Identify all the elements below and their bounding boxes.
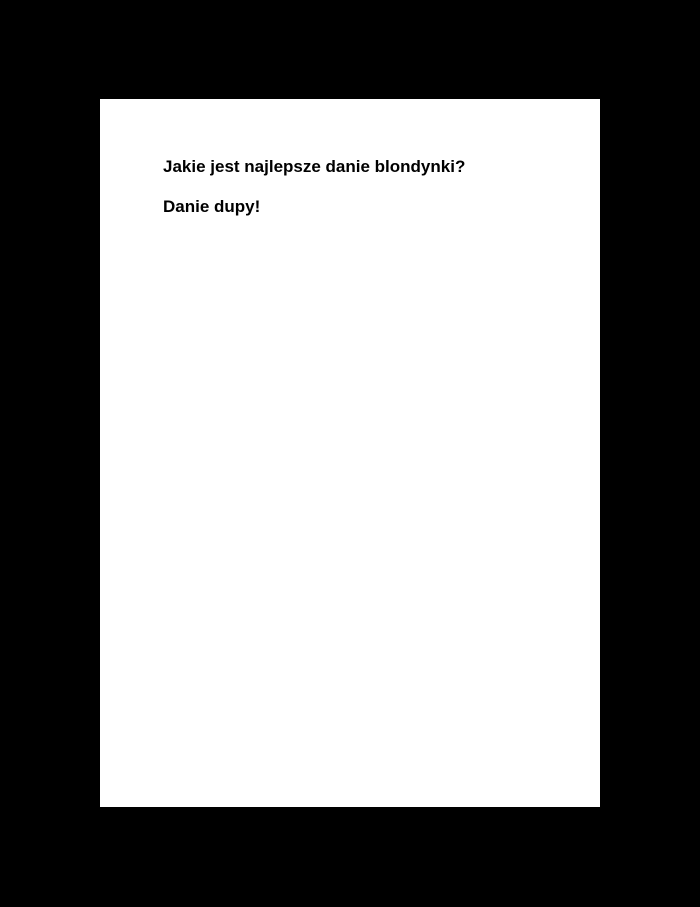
document-content (100, 99, 600, 217)
document-page (100, 99, 600, 807)
joke-question-line: Jakie jest najlepsze danie blondynki? (163, 157, 466, 176)
joke-answer-line: Danie dupy! (163, 197, 261, 216)
